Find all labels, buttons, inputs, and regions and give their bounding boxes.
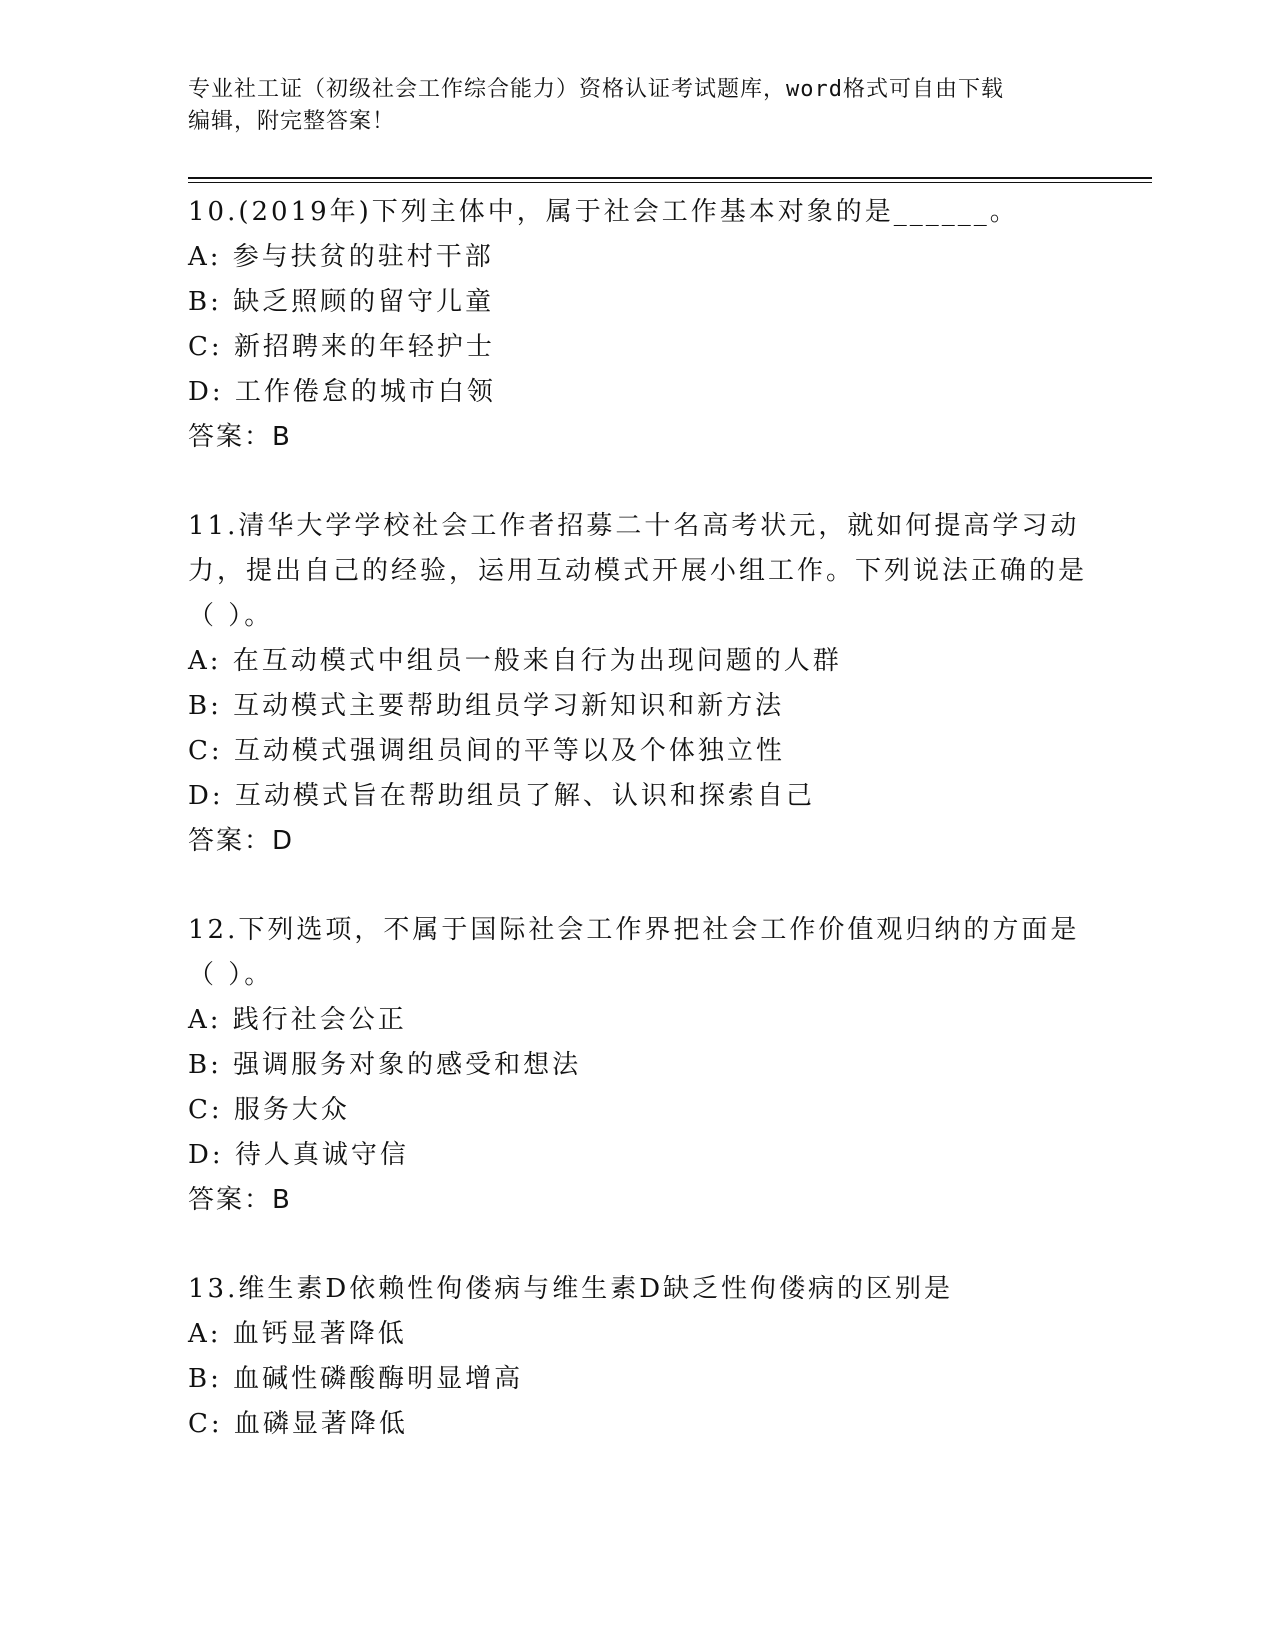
option-c: C: 新招聘来的年轻护士	[188, 332, 495, 362]
option-a: A: 参与扶贫的驻村干部	[188, 242, 494, 272]
header-divider-thick	[188, 177, 1152, 179]
question-10	[188, 190, 1088, 460]
question-stem: 12.下列选项，不属于国际社会工作界把社会工作价值观归纳的方面是（ ）。	[188, 915, 1080, 990]
header-divider-thin	[188, 182, 1152, 183]
document-header	[188, 74, 1068, 138]
option-c: C: 血磷显著降低	[188, 1409, 408, 1439]
option-d: D: 工作倦怠的城市白领	[188, 377, 496, 407]
option-b: B: 血碱性磷酸酶明显增高	[188, 1364, 524, 1394]
header-line-2: 编辑，附完整答案！	[188, 109, 396, 134]
option-d: D: 互动模式旨在帮助组员了解、认识和探索自己	[188, 781, 815, 811]
answer: 答案：D	[188, 826, 295, 856]
question-stem: 10.(2019年)下列主体中，属于社会工作基本对象的是______。	[188, 197, 1019, 227]
answer: 答案：B	[188, 422, 292, 452]
option-a: A: 在互动模式中组员一般来自行为出现问题的人群	[188, 646, 842, 676]
question-11	[188, 504, 1088, 864]
option-d: D: 待人真诚守信	[188, 1140, 409, 1170]
answer: 答案：B	[188, 1185, 292, 1215]
question-spacer	[188, 1223, 1088, 1267]
question-spacer	[188, 460, 1088, 504]
option-c: C: 互动模式强调组员间的平等以及个体独立性	[188, 736, 785, 766]
option-b: B: 强调服务对象的感受和想法	[188, 1050, 582, 1080]
header-line-1: 专业社工证（初级社会工作综合能力）资格认证考试题库，word格式可自由下载	[188, 77, 1004, 102]
option-b: B: 互动模式主要帮助组员学习新知识和新方法	[188, 691, 785, 721]
question-list	[188, 190, 1088, 1447]
question-stem: 13.维生素D依赖性佝偻病与维生素D缺乏性佝偻病的区别是	[188, 1274, 954, 1304]
option-a: A: 践行社会公正	[188, 1005, 407, 1035]
question-13	[188, 1267, 1088, 1447]
option-c: C: 服务大众	[188, 1095, 350, 1125]
question-12	[188, 908, 1088, 1223]
question-spacer	[188, 864, 1088, 908]
option-b: B: 缺乏照顾的留守儿童	[188, 287, 495, 317]
question-stem: 11.清华大学学校社会工作者招募二十名高考状元，就如何提高学习动力，提出自己的经验，运用互动模式开展小组工作。下列说法正确的是（ ）。	[188, 511, 1088, 631]
option-a: A: 血钙显著降低	[188, 1319, 407, 1349]
